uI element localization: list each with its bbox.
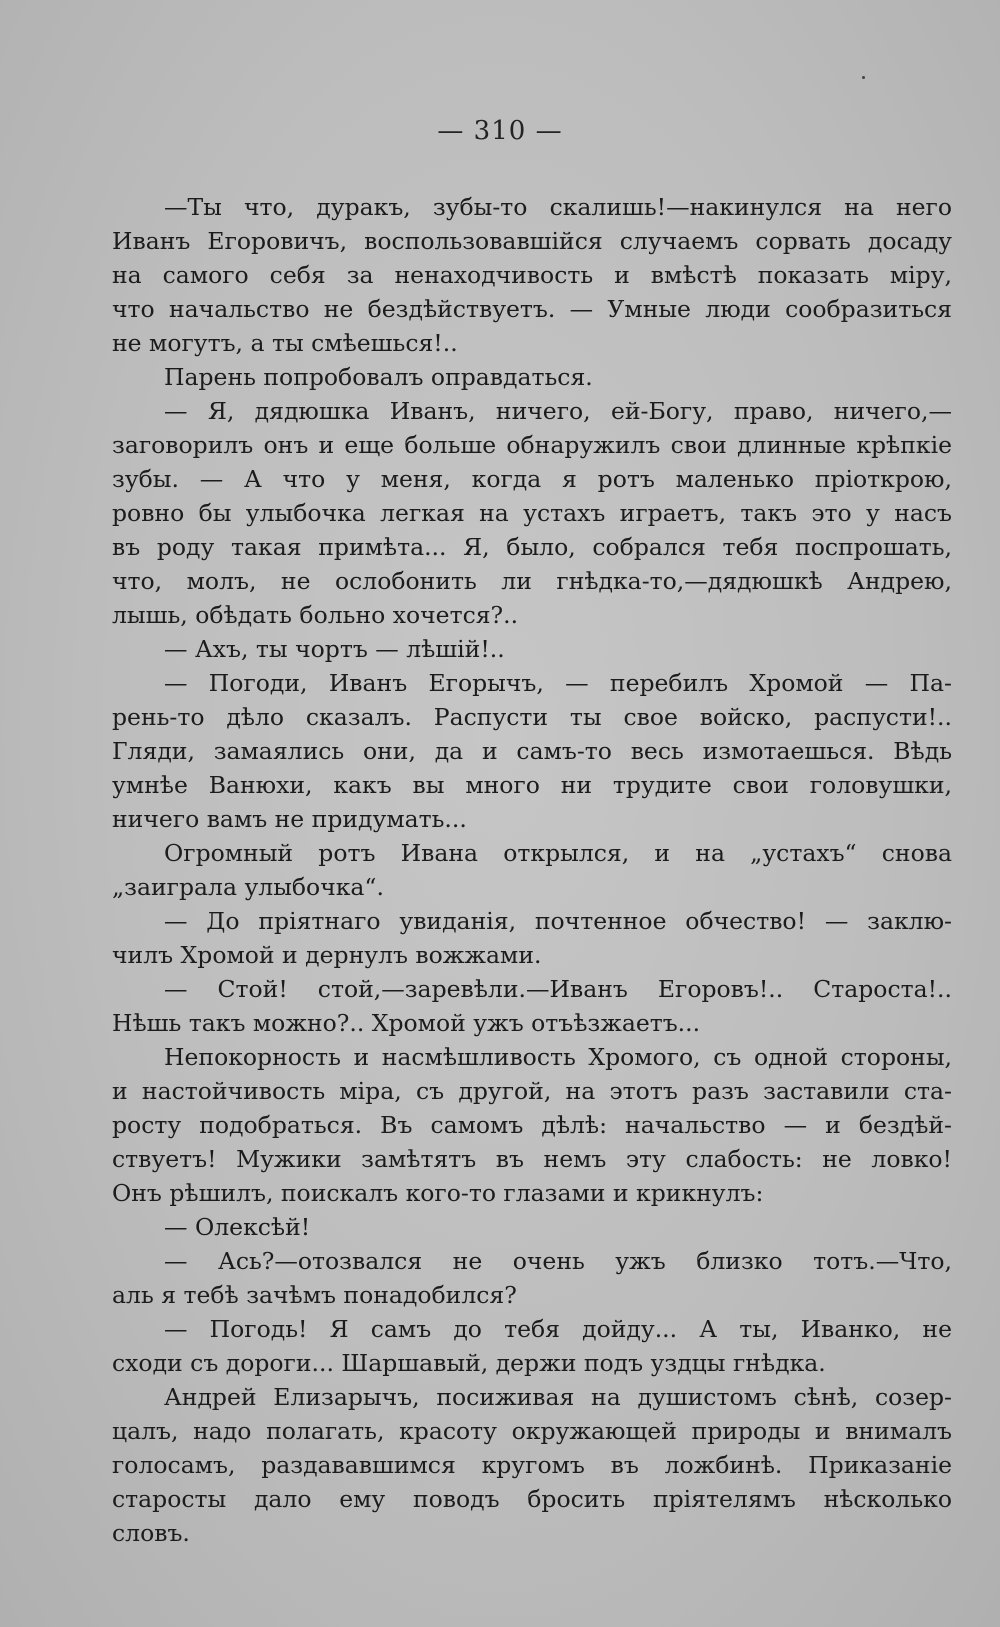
text-line: — Я, дядюшка Иванъ, ничего, ей-Богу, право, ничего,— bbox=[164, 397, 952, 425]
body-text bbox=[112, 190, 952, 1550]
page-number: — 310 — bbox=[437, 116, 563, 146]
text-line: умнѣе Ванюхи, какъ вы много ни трудите свои головушки, bbox=[112, 771, 952, 799]
text-line: Гляди, замаялись они, да и самъ-то весь измотаешься. Вѣдь bbox=[112, 737, 952, 765]
text-line: Нѣшь такъ можно?.. Хромой ужъ отъѣзжаетъ... bbox=[112, 1009, 701, 1037]
text-line: ровно бы улыбочка легкая на устахъ играетъ, такъ это у насъ bbox=[112, 499, 952, 527]
text-line: ничего вамъ не придумать... bbox=[112, 805, 467, 833]
text-line: голосамъ, раздававшимся кругомъ въ ложбинѣ. Приказаніе bbox=[112, 1451, 952, 1479]
ink-speck bbox=[862, 76, 865, 79]
text-line: чилъ Хромой и дернулъ вожжами. bbox=[112, 941, 542, 969]
text-line: зубы. — А что у меня, когда я ротъ маленько пріоткрою, bbox=[112, 465, 952, 493]
text-line: что начальство не бездѣйствуетъ. — Умные люди сообразиться bbox=[112, 295, 952, 323]
text-line: — До пріятнаго увиданія, почтенное обчество! — заклю- bbox=[164, 907, 952, 935]
text-line: старосты дало ему поводъ бросить пріятелямъ нѣсколько bbox=[112, 1485, 952, 1513]
text-line: сходи съ дороги... Шаршавый, держи подъ уздцы гнѣдка. bbox=[112, 1349, 826, 1377]
text-line: Иванъ Егоровичъ, воспользовавшійся случаемъ сорвать досаду bbox=[112, 227, 952, 255]
text-line: Парень попробовалъ оправдаться. bbox=[164, 363, 593, 391]
text-line: заговорилъ онъ и еще больше обнаружилъ свои длинные крѣпкіе bbox=[112, 431, 952, 459]
text-line: въ роду такая примѣта... Я, было, собрался тебя поспрошать, bbox=[112, 533, 952, 561]
text-line: — Стой! стой,—заревѣли.—Иванъ Егоровъ!.. Староста!.. bbox=[164, 975, 952, 1003]
text-line: лышь, обѣдать больно хочется?.. bbox=[112, 601, 519, 629]
text-line: Онъ рѣшилъ, поискалъ кого-то глазами и крикнулъ: bbox=[112, 1179, 764, 1207]
text-line: — Погодь! Я самъ до тебя дойду... А ты, Иванко, не bbox=[164, 1315, 952, 1343]
text-line: не могутъ, а ты смѣешься!.. bbox=[112, 329, 458, 357]
text-line: цалъ, надо полагать, красоту окружающей природы и внималъ bbox=[112, 1417, 952, 1445]
text-line: словъ. bbox=[112, 1519, 190, 1547]
text-line: — Погоди, Иванъ Егорычъ, — перебилъ Хромой — Па- bbox=[164, 669, 952, 697]
text-line: Непокорность и насмѣшливость Хромого, съ одной стороны, bbox=[164, 1043, 952, 1071]
text-line: — Ахъ, ты чортъ — лѣшій!.. bbox=[164, 635, 505, 663]
text-line: — Олексѣй! bbox=[164, 1213, 311, 1241]
text-line: — Ась?—отозвался не очень ужъ близко тотъ.—Что, bbox=[164, 1247, 952, 1275]
text-line: росту подобраться. Въ самомъ дѣлѣ: начальство — и бездѣй- bbox=[112, 1111, 952, 1139]
text-line: ствуетъ! Мужики замѣтятъ въ немъ эту слабость: не ловко! bbox=[112, 1145, 952, 1173]
text-line: Андрей Елизарычъ, посиживая на душистомъ сѣнѣ, созер- bbox=[164, 1383, 952, 1411]
text-line: что, молъ, не ослобонить ли гнѣдка-то,—дядюшкѣ Андрею, bbox=[112, 567, 952, 595]
text-line: на самого себя за ненаходчивость и вмѣстѣ показать міру, bbox=[112, 261, 952, 289]
text-line: и настойчивость міра, съ другой, на этотъ разъ заставили ста- bbox=[112, 1077, 952, 1105]
text-line: рень-то дѣло сказалъ. Распусти ты свое войско, распусти!.. bbox=[112, 703, 952, 731]
text-line: „заиграла улыбочка“. bbox=[112, 873, 384, 901]
text-line: Огромный ротъ Ивана открылся, и на „устахъ“ снова bbox=[164, 839, 952, 867]
text-line: аль я тебѣ зачѣмъ понадобился? bbox=[112, 1281, 517, 1309]
text-line: —Ты что, дуракъ, зубы-то скалишь!—накинулся на него bbox=[164, 193, 952, 221]
